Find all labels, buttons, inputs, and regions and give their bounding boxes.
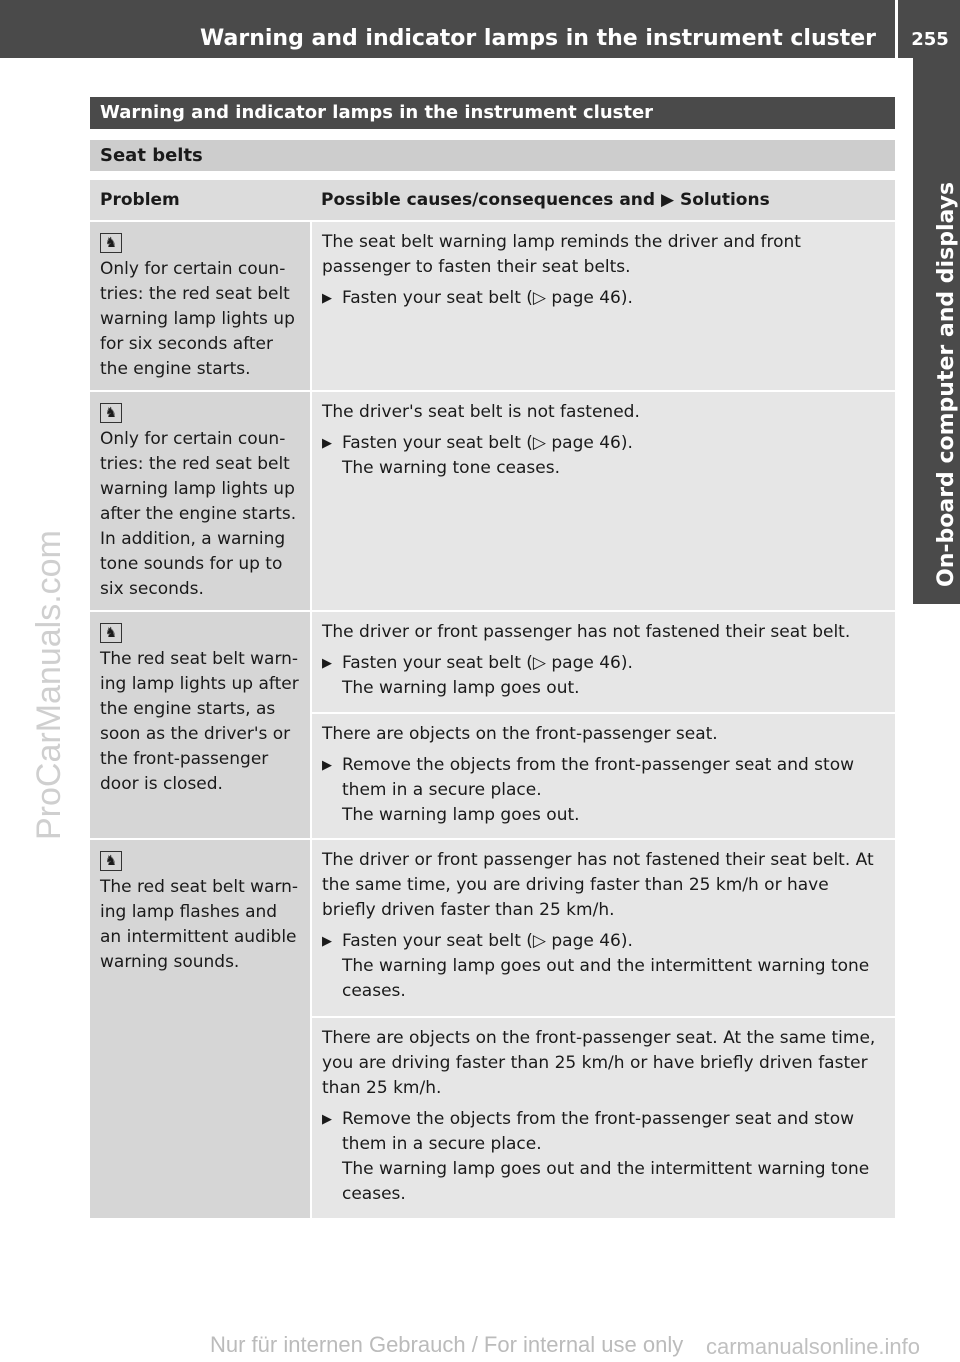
chapter-side-tab-label: On-board computer and displays bbox=[934, 181, 959, 587]
step-text: Remove the objects from the front-passenger seat and stow them in a secure place. bbox=[342, 1109, 855, 1154]
solution-cell bbox=[311, 391, 895, 611]
problem-cell bbox=[90, 221, 311, 391]
table-header-row bbox=[90, 180, 895, 221]
step-arrow-icon: ▶ bbox=[322, 758, 332, 773]
seat-belt-icon: ♞ bbox=[100, 623, 122, 643]
section-title: Warning and indicator lamps in the instrument cluster bbox=[90, 97, 895, 129]
problem-text: Only for certain coun-tries: the red seat belt warning lamp lights up for six seconds after the engine starts. bbox=[100, 259, 295, 379]
table-row bbox=[90, 391, 895, 611]
table-row bbox=[90, 611, 895, 713]
cause-text: There are objects on the front-passenger seat. At the same time, you are driving faster than 25 km/h or have briefly driven faster than 25 km/h. bbox=[322, 1028, 876, 1098]
step-arrow-icon: ▶ bbox=[322, 436, 332, 451]
result-text: The warning lamp goes out. bbox=[342, 805, 580, 825]
solution-cell bbox=[311, 611, 895, 713]
table-row bbox=[90, 839, 895, 1017]
cause-text: The driver's seat belt is not fastened. bbox=[322, 402, 640, 422]
cause-text: The driver or front passenger has not fastened their seat belt. At the same time, you are driving faster than 25 km/h or have briefly driven faster than 25 km/h. bbox=[322, 850, 874, 920]
column-header-problem: Problem bbox=[90, 180, 311, 221]
solution-cell bbox=[311, 839, 895, 1017]
solution-cell bbox=[311, 221, 895, 391]
solution-cell bbox=[311, 713, 895, 839]
watermark: ProCarManuals.com bbox=[30, 530, 68, 840]
step-text: Fasten your seat belt (▷ page 46). bbox=[342, 653, 633, 673]
page-header bbox=[0, 0, 960, 58]
step-text: Fasten your seat belt (▷ page 46). bbox=[342, 288, 633, 308]
step-text: Remove the objects from the front-passenger seat and stow them in a secure place. bbox=[342, 755, 855, 800]
result-text: The warning lamp goes out. bbox=[342, 678, 580, 698]
problem-text: Only for certain coun-tries: the red seat belt warning lamp lights up after the engine starts. In addition, a warning tone sounds for up to six seconds. bbox=[100, 429, 297, 599]
solution-step bbox=[322, 431, 885, 481]
step-arrow-icon: ▶ bbox=[322, 934, 332, 949]
solution-step bbox=[322, 651, 885, 701]
cause-text: The seat belt warning lamp reminds the driver and front passenger to fasten their seat belts. bbox=[322, 232, 801, 277]
table-row bbox=[90, 221, 895, 391]
step-text: Fasten your seat belt (▷ page 46). bbox=[342, 931, 633, 951]
page-number: 255 bbox=[911, 29, 949, 50]
step-text: Fasten your seat belt (▷ page 46). bbox=[342, 433, 633, 453]
result-text: The warning lamp goes out and the intermittent warning tone ceases. bbox=[342, 956, 870, 1001]
problem-cell bbox=[90, 391, 311, 611]
cause-text: There are objects on the front-passenger seat. bbox=[322, 724, 718, 744]
step-arrow-icon: ▶ bbox=[322, 291, 332, 306]
result-text: The warning lamp goes out and the intermittent warning tone ceases. bbox=[342, 1159, 870, 1204]
seat-belt-table bbox=[90, 180, 895, 1220]
solution-step bbox=[322, 753, 885, 828]
footer-site: carmanualsonline.info bbox=[706, 1334, 921, 1359]
solution-step bbox=[322, 286, 885, 311]
column-header-solutions: Possible causes/consequences and ▶ Solutions bbox=[311, 180, 895, 221]
problem-text: The red seat belt warn-ing lamp flashes and an intermittent audible warning sounds. bbox=[100, 877, 299, 972]
problem-cell bbox=[90, 611, 311, 839]
seat-belt-icon: ♞ bbox=[100, 233, 122, 253]
solution-step bbox=[322, 929, 885, 1004]
chapter-side-tab bbox=[913, 58, 960, 604]
step-arrow-icon: ▶ bbox=[322, 1112, 332, 1127]
result-text: The warning tone ceases. bbox=[342, 458, 561, 478]
problem-text: The red seat belt warn-ing lamp lights up after the engine starts, as soon as the driver's or the front-passenger door is closed. bbox=[100, 649, 299, 794]
solution-cell bbox=[311, 1017, 895, 1219]
footer-notice: Nur für internen Gebrauch / For internal use only bbox=[210, 1332, 684, 1357]
header-title: Warning and indicator lamps in the instrument cluster bbox=[200, 26, 876, 51]
seat-belt-icon: ♞ bbox=[100, 403, 122, 423]
subsection-title: Seat belts bbox=[90, 140, 895, 171]
cause-text: The driver or front passenger has not fastened their seat belt. bbox=[322, 622, 851, 642]
solution-step bbox=[322, 1107, 885, 1207]
problem-cell bbox=[90, 839, 311, 1219]
header-divider bbox=[895, 0, 898, 58]
step-arrow-icon: ▶ bbox=[322, 656, 332, 671]
seat-belt-icon: ♞ bbox=[100, 851, 122, 871]
